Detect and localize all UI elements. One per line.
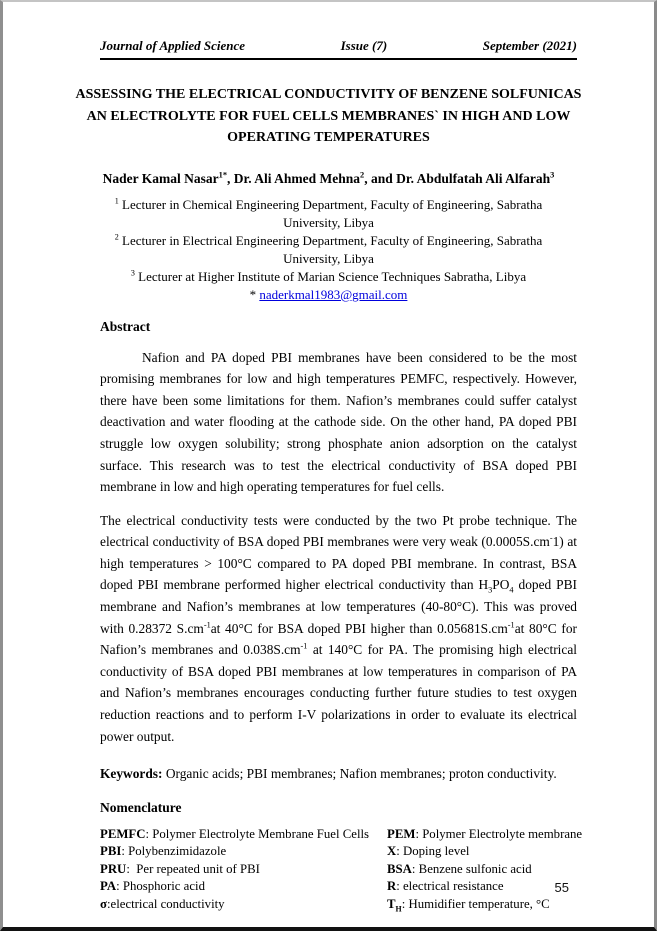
nomenclature-column-left (100, 826, 387, 914)
affiliation-2: $^2$ Lecturer in Electrical Engineering Department, Faculty of Engineering, Sabratha University, Libya (114, 232, 543, 266)
abstract-section (3, 319, 654, 747)
journal-header (100, 38, 577, 60)
corresponding-email-line: * naderkmal1983@gmail.com (249, 286, 408, 302)
nomenclature-table (100, 826, 614, 914)
nomenclature-entry-sigma: σ:electrical conductivity (100, 896, 225, 911)
nomenclature-entry-r: R: electrical resistance (387, 879, 504, 894)
abstract-paragraph-2: The electrical conductivity tests were conducted by the two Pt probe technique. The electrical conductivity of BSA doped PBI membranes were very weak (0.0005S.cm-1) at high temperatures > 100°C compared to PA doped PBI membrane. In contrast, BSA doped PBI membrane performed higher electrical conductivity than $H_3PO_4$ doped PBI membrane and Nafion’s membranes at low temperatures (40-80°C). This was proved with 0.28372 $S.cm^{-1}at$ 40°C for BSA doped PBI higher than $0.05681S.cm^{-1}at$ 80°C for Nafion’s membranes and $0.038S.cm^{-1}$ at 140°C for PA. The promising high electrical conductivity of BSA doped PBI membranes at low temperatures in comparison of PA and Nafion’s membranes encourages conducting further future studies to test oxygen reduction reactions and to perform I-V polarizations in order to evaluate its electrical power output. (100, 512, 577, 744)
affiliations-block (100, 196, 557, 304)
page-number: 55 (554, 880, 569, 895)
paper-title: ASSESSING THE ELECTRICAL CONDUCTIVITY OF BENZENE SOLFUNICAS AN ELECTROLYTE FOR FUEL CELLS MEMBRANES` IN HIGH AND LOW OPERATING TEMPERATURES (75, 87, 582, 146)
journal-name: Journal of Applied Science (100, 38, 246, 53)
email-link[interactable]: naderkmal1983@gmail.com (259, 286, 408, 302)
nomenclature-entry-x: X: Doping level (387, 844, 470, 859)
keywords-line: Keywords: Organic acids; PBI membranes; Nafion membranes; proton conductivity. (100, 766, 557, 782)
nomenclature-entry-pru: PRU: Per repeated unit of PBI (100, 861, 260, 876)
nomenclature-entry-pbi: PBI: Polybenzimidazole (100, 844, 227, 859)
nomenclature-entry-pa: PA: Phosphoric acid (100, 879, 205, 894)
nomenclature-entry-th: $T_H$: Humidifier temperature, °C (387, 896, 550, 914)
abstract-heading: Abstract (100, 318, 151, 334)
abstract-paragraph-1: Nafion and PA doped PBI membranes have been considered to be the most promising membranes for low and high temperatures PEMFC, respectively. However, there have been some limitations for them. Nafion’s membranes could suffer catalyst deactivation and water flooding at the cathode side. On the other hand, PA doped PBI struggle low oxygen solubility; strong phosphate anion adsorption on the catalyst surface. This research was to test the electrical conductivity of BSA doped PBI membrane in low and high operating temperatures for fuel cells. (100, 349, 577, 495)
nomenclature-section (3, 800, 654, 914)
nomenclature-entry-pemfc: PEMFC: Polymer Electrolyte Membrane Fuel Cells (100, 826, 370, 841)
affiliation-3: $^3$ Lecturer at Higher Institute of Marian Science Techniques Sabratha, Libya (130, 268, 527, 284)
issue-label: Issue (7) (340, 38, 388, 53)
nomenclature-column-right (387, 826, 614, 914)
nomenclature-heading: Nomenclature (100, 799, 182, 815)
issue-date: September (2021) (482, 38, 577, 53)
affiliation-1: $^1$ Lecturer in Chemical Engineering Department, Faculty of Engineering, Sabratha University, Libya (114, 196, 543, 230)
nomenclature-entry-bsa: BSA: Benzene sulfonic acid (387, 861, 532, 876)
nomenclature-entry-pem: PEM: Polymer Electrolyte membrane (387, 826, 583, 841)
authors-line: Nader Kamal Nasar$^{1*}$, Dr. Ali Ahmed Mehna$^2$, and Dr. Abdulfatah Ali Alfarah$^3$ (102, 170, 555, 187)
